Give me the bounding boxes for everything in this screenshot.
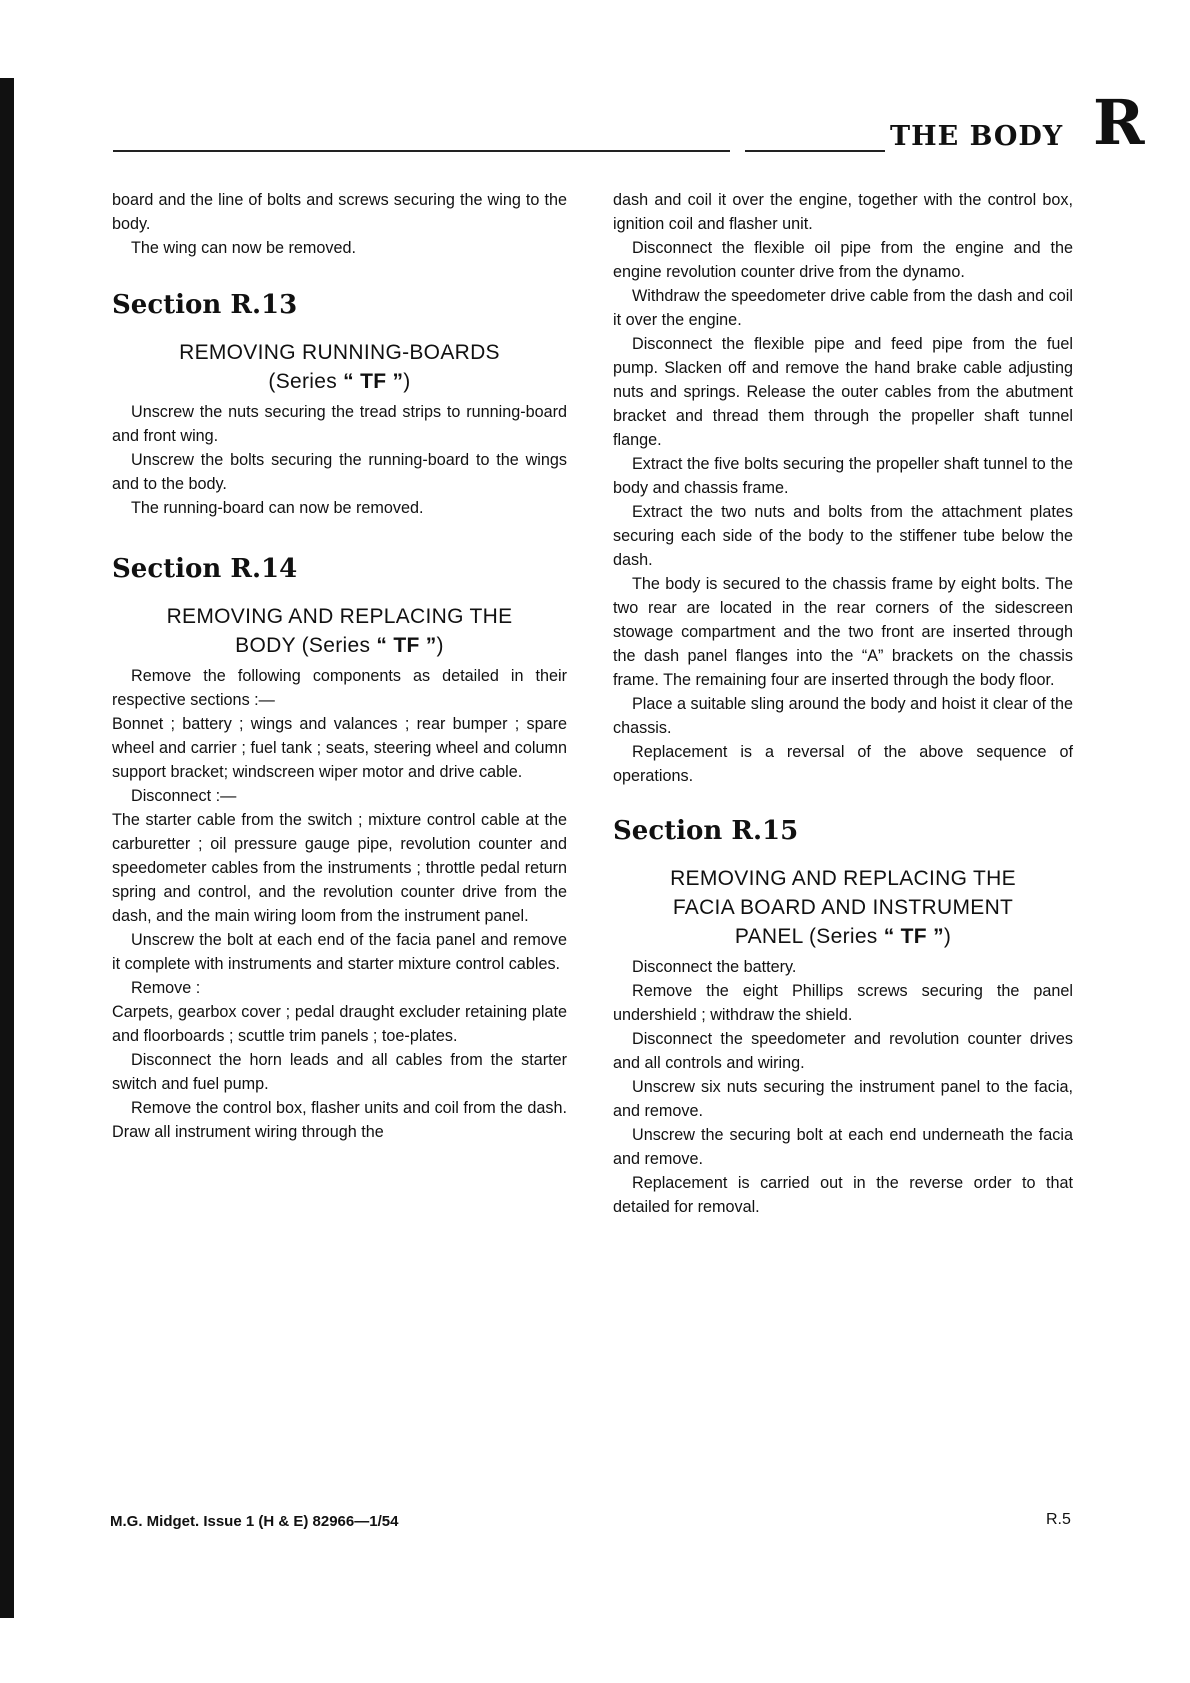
page-number: R.5 — [1046, 1511, 1071, 1528]
paragraph: Withdraw the speedometer drive cable from the dash and coil it over the engine. — [613, 287, 1073, 329]
paragraph: Unscrew the bolts securing the running-board to the wings and to the body. — [112, 451, 567, 493]
series-label: (Series — [268, 370, 344, 393]
series-label: PANEL (Series — [734, 925, 884, 948]
series-code: “ TF ” — [376, 634, 437, 657]
left-column — [112, 188, 567, 1144]
section-heading-r15: Section R.15 — [613, 816, 799, 846]
paragraph: Unscrew the nuts securing the tread strips to running-board and front wing. — [112, 403, 567, 445]
paragraph: dash and coil it over the engine, together with the control box, ignition coil and flasher unit. — [613, 191, 1073, 233]
subtitle-line — [613, 922, 1073, 951]
paragraph: Disconnect the horn leads and all cables from the starter switch and fuel pump. — [112, 1051, 567, 1093]
subtitle-line — [112, 631, 567, 660]
section-heading-r13: Section R.13 — [112, 290, 298, 320]
paragraph: Remove the following components as detailed in their respective sections :— — [112, 667, 567, 709]
paragraph: Carpets, gearbox cover ; pedal draught excluder retaining plate and floorboards ; scuttle trim panels ; toe-plates. — [112, 1003, 567, 1045]
header-rule — [113, 150, 730, 152]
subtitle-line: REMOVING AND REPLACING THE — [166, 605, 513, 628]
subtitle-line: REMOVING RUNNING-BOARDS — [179, 341, 500, 364]
paragraph: Disconnect the flexible oil pipe from the engine and the engine revolution counter drive from the dynamo. — [613, 239, 1073, 281]
series-label: BODY (Series — [235, 634, 377, 657]
paragraph: Disconnect the flexible pipe and feed pipe from the fuel pump. Slacken off and remove the hand brake cable adjusting nuts and springs. Release the outer cables from the abutment bracket and thread them through the propeller shaft tunnel flange. — [613, 335, 1073, 449]
paragraph: Bonnet ; battery ; wings and valances ; rear bumper ; spare wheel and carrier ; fuel tank ; seats, steering wheel and column support bracket; windscreen wiper motor and drive cable. — [112, 715, 567, 781]
series-close: ) — [403, 370, 411, 393]
section-subtitle-r14 — [112, 602, 567, 660]
paragraph: Disconnect :— — [131, 787, 237, 805]
paragraph: Disconnect the battery. — [632, 958, 797, 976]
paragraph: The running-board can now be removed. — [131, 499, 424, 517]
paragraph: Place a suitable sling around the body and hoist it clear of the chassis. — [613, 695, 1073, 737]
chapter-letter: R — [1093, 86, 1145, 159]
paragraph: Unscrew the securing bolt at each end underneath the facia and remove. — [613, 1126, 1073, 1168]
paragraph: board and the line of bolts and screws securing the wing to the body. — [112, 191, 567, 233]
paragraph: Remove : — [131, 979, 201, 997]
header-rule-short — [745, 150, 885, 152]
paragraph: Unscrew the bolt at each end of the facia panel and remove it complete with instruments and starter mixture control cables. — [112, 931, 567, 973]
paragraph: Unscrew six nuts securing the instrument panel to the facia, and remove. — [613, 1078, 1073, 1120]
paragraph: Replacement is a reversal of the above sequence of operations. — [613, 743, 1073, 785]
page-header-title: THE BODY — [890, 121, 1064, 152]
footer-publication-info: M.G. Midget. Issue 1 (H & E) 82966—1/54 — [110, 1513, 399, 1530]
series-code: “ TF ” — [343, 370, 404, 393]
section-subtitle-r15 — [613, 864, 1073, 951]
subtitle-line: FACIA BOARD AND INSTRUMENT — [672, 896, 1014, 919]
section-heading-r14: Section R.14 — [112, 554, 298, 584]
paragraph: Remove the eight Phillips screws securing the panel undershield ; withdraw the shield. — [613, 982, 1073, 1024]
paragraph: The starter cable from the switch ; mixture control cable at the carburetter ; oil pressure gauge pipe, revolution counter and speedometer cables from the instruments ; throttle pedal return spring and control, and the revolution counter drive from the dash, and the main wiring loom from the instrument panel. — [112, 811, 567, 925]
binding-edge-bar — [0, 78, 14, 1618]
paragraph: The body is secured to the chassis frame by eight bolts. The two rear are located in the rear corners of the sidescreen stowage compartment and the two front are inserted through the dash panel flanges into the “A” brackets on the chassis frame. The remaining four are inserted through the body floor. — [613, 575, 1073, 689]
subtitle-line — [112, 367, 567, 396]
series-code: “ TF ” — [883, 925, 944, 948]
series-close: ) — [943, 925, 952, 948]
right-column — [613, 188, 1073, 1219]
paragraph: Extract the five bolts securing the propeller shaft tunnel to the body and chassis frame. — [613, 455, 1073, 497]
paragraph: Replacement is carried out in the reverse order to that detailed for removal. — [613, 1174, 1073, 1216]
section-subtitle-r13 — [112, 338, 567, 396]
paragraph: Extract the two nuts and bolts from the attachment plates securing each side of the body to the stiffener tube below the dash. — [613, 503, 1073, 569]
paragraph: Disconnect the speedometer and revolution counter drives and all controls and wiring. — [613, 1030, 1073, 1072]
subtitle-line: REMOVING AND REPLACING THE — [670, 867, 1016, 890]
series-close: ) — [436, 634, 444, 657]
paragraph: The wing can now be removed. — [131, 239, 356, 257]
paragraph: Remove the control box, flasher units and coil from the dash. Draw all instrument wiring through the — [112, 1099, 567, 1141]
